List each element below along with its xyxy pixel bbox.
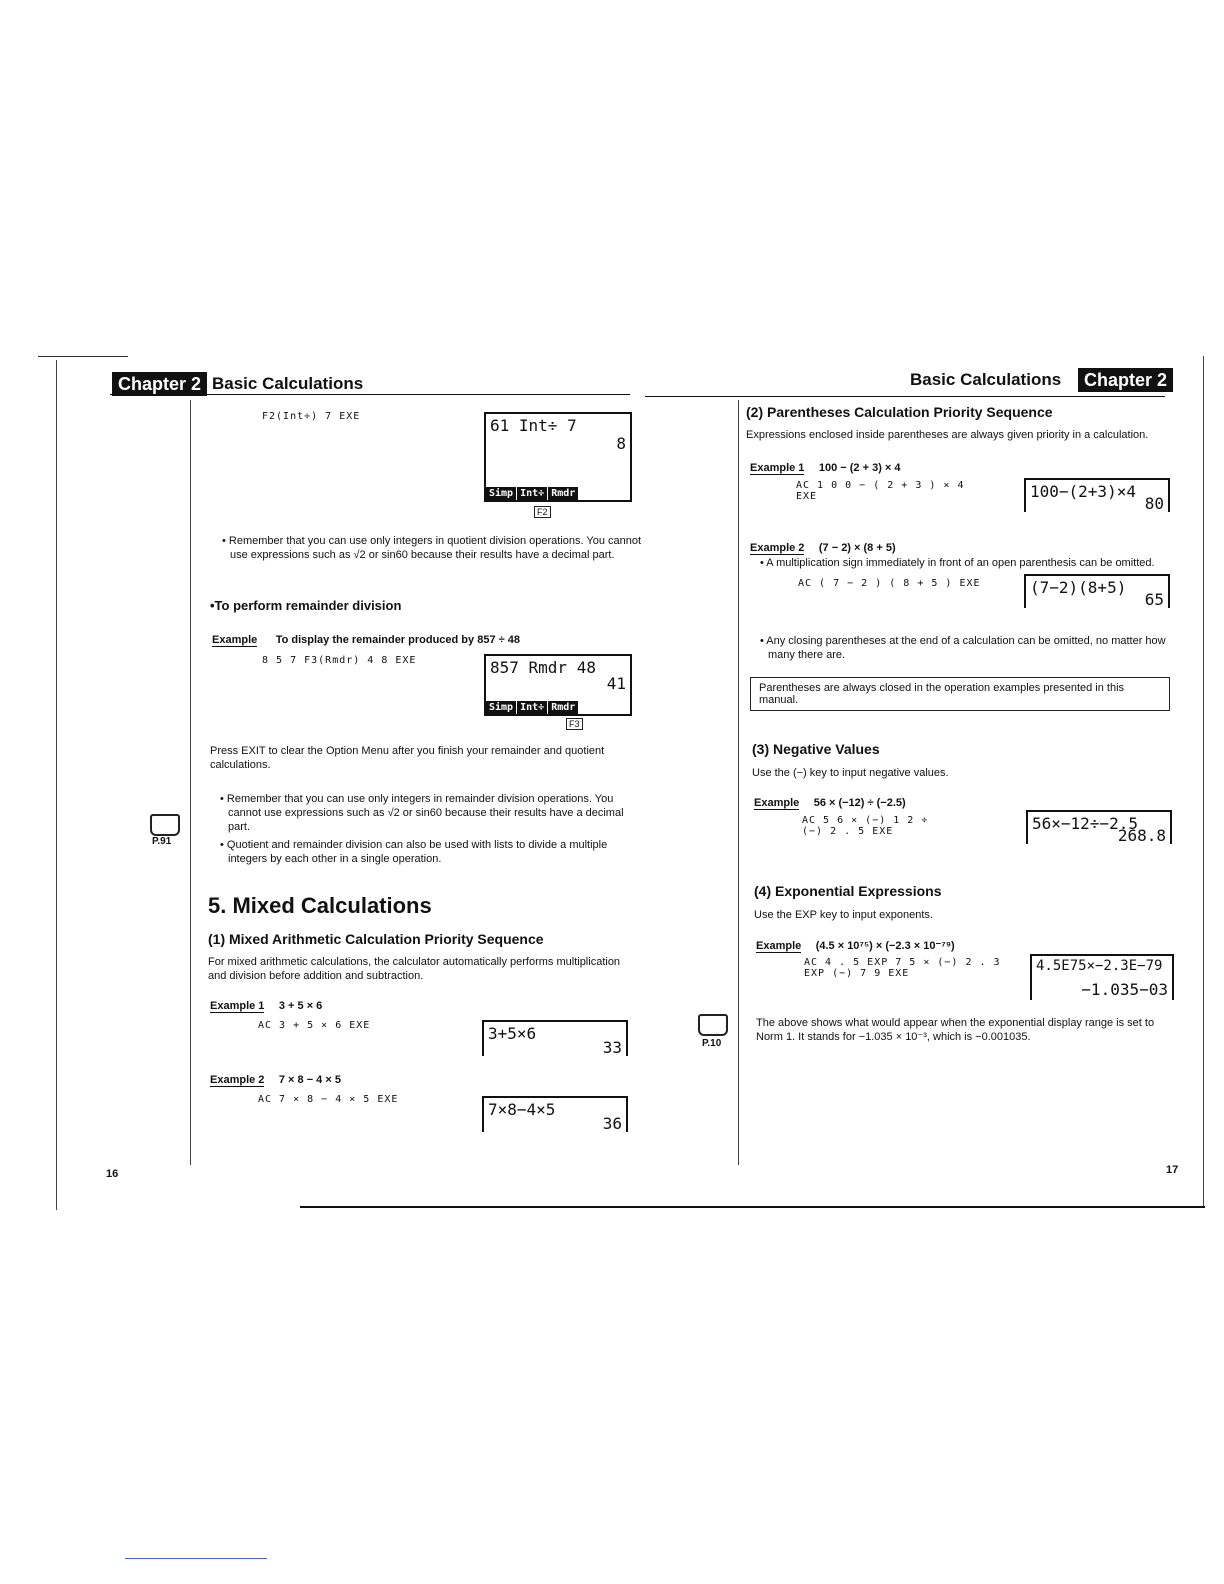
r-ex1-expr: 100 − (2 + 3) × 4	[818, 462, 901, 474]
option-menu	[486, 487, 579, 500]
calc-screen-remainder	[484, 654, 632, 716]
sub4-title: (4) Exponential Expressions	[754, 883, 942, 899]
header-title-left: Basic Calculations	[212, 374, 364, 393]
sub1-title: (1) Mixed Arithmetic Calculation Priority Sequence	[208, 931, 544, 947]
r-ex3-row	[754, 793, 906, 811]
ex2-expr: 7 × 8 − 4 × 5	[278, 1074, 341, 1086]
book-icon	[698, 1014, 728, 1036]
right-edge-line	[1203, 356, 1204, 1206]
menu-int: Int÷	[517, 701, 547, 714]
remainder-example	[212, 630, 520, 648]
menu-int: Int÷	[517, 487, 547, 500]
bullet-quotient-integers: • Remember that you can use only integers in quotient division operations. You cannot use expressions such as √2 or sin60 because their results have a decimal part.	[222, 535, 642, 561]
menu-rmdr: Rmdr	[548, 487, 578, 500]
sub3-text: Use the (−) key to input negative values.	[752, 767, 949, 779]
r-ex2-row	[750, 538, 896, 556]
bullet-lists: • Quotient and remainder division can also be used with lists to divide a multiple integers by each other in a single operation.	[220, 839, 608, 865]
ex2-label: Example 2	[210, 1074, 265, 1086]
sub4-text: Use the EXP key to input exponents.	[754, 909, 933, 921]
r-ex2-expr: (7 − 2) × (8 + 5)	[818, 542, 896, 554]
ex1-expr: 3 + 5 × 6	[278, 1000, 323, 1012]
fkey-f3: F3	[566, 718, 583, 730]
screen-line-2: 8	[616, 434, 626, 453]
header-rule-right	[645, 396, 1165, 397]
r-ex1-label: Example 1	[750, 462, 805, 474]
menu-rmdr: Rmdr	[548, 701, 578, 714]
r-ex2-bullet: • A multiplication sign immediately in front of an open parenthesis can be omitted.	[760, 557, 1155, 569]
sub3-title: (3) Negative Values	[752, 741, 880, 757]
parentheses-note-box: Parentheses are always closed in the operation examples presented in this manual.	[750, 677, 1170, 711]
menu-simp: Simp	[486, 701, 516, 714]
remainder-keys: 8 5 7 F3(Rmdr) 4 8 EXE	[262, 655, 417, 666]
screen-line-1: 56×−12÷−2.5	[1032, 814, 1138, 833]
binding-line-left	[56, 360, 57, 1210]
book-icon	[150, 814, 180, 836]
r-ex4-row	[756, 936, 955, 954]
screen-line-2: 41	[606, 674, 626, 693]
r-ex4-expr: (4.5 × 10⁷⁵) × (−2.3 × 10⁻⁷⁹)	[815, 940, 955, 952]
chapter-tab-right: Chapter 2	[1078, 368, 1173, 392]
screen-line-2: 36	[602, 1114, 622, 1133]
example-label: Example	[212, 634, 258, 646]
screen-line-1: 100−(2+3)×4	[1030, 482, 1136, 501]
calc-screen-ex1	[482, 1020, 628, 1056]
calc-screen-r-ex4	[1030, 954, 1174, 1000]
r-ex2-label: Example 2	[750, 542, 805, 554]
margin-ref-p10: P.10	[702, 1038, 722, 1049]
footer-link-line	[125, 1558, 267, 1559]
section-title: 5. Mixed Calculations	[208, 893, 432, 918]
calc-screen-ex2	[482, 1096, 628, 1132]
column-line-left	[190, 400, 191, 1165]
press-exit-note: Press EXIT to clear the Option Menu after you finish your remainder and quotient calculations.	[210, 745, 605, 771]
ex1-label: Example 1	[210, 1000, 265, 1012]
r-ex4-label: Example	[756, 940, 802, 952]
exp-range-note: The above shows what would appear when the exponential display range is set to Norm 1. It stands for −1.035 × 10⁻³, which is −0.001035.	[756, 1017, 1155, 1043]
screen-line-2: 268.8	[1117, 826, 1166, 845]
screen-line-2: −1.035−03	[1081, 980, 1168, 999]
remainder-heading: •To perform remainder division	[210, 598, 402, 613]
screen-line-1: 857 Rmdr 48	[490, 658, 596, 677]
ex1-keys: AC 3 + 5 × 6 EXE	[258, 1020, 371, 1031]
column-line-right	[738, 400, 739, 1165]
calc-screen-quotient	[484, 412, 632, 502]
option-menu	[486, 701, 579, 714]
calc-screen-r-ex3	[1026, 810, 1172, 844]
fkey-f2: F2	[534, 506, 551, 518]
bottom-rule	[300, 1206, 1205, 1208]
screen-line-1: 3+5×6	[488, 1024, 537, 1043]
bullet-remainder-integers: • Remember that you can use only integers in remainder division operations. You cannot use expressions such as √2 or sin60 because their results have a decimal part.	[220, 793, 624, 833]
page-number-left: 16	[106, 1168, 119, 1180]
r-ex3-expr: 56 × (−12) ÷ (−2.5)	[813, 797, 906, 809]
screen-line-2: 33	[602, 1038, 622, 1057]
screen-line-1: 61 Int÷ 7	[490, 416, 577, 435]
r-ex1-keys: AC 1 0 0 − ( 2 + 3 ) × 4 EXE	[796, 480, 965, 502]
r-ex2-keys: AC ( 7 − 2 ) ( 8 + 5 ) EXE	[798, 578, 981, 589]
screen-line-2: 80	[1144, 494, 1164, 513]
r-ex3-keys: AC 5 6 × (−) 1 2 ÷ (−) 2 . 5 EXE	[802, 815, 929, 837]
ex1-row	[210, 996, 322, 1014]
calc-screen-r-ex2	[1024, 574, 1170, 608]
screen-line-1: 4.5E75×−2.3E−79	[1036, 958, 1163, 974]
screen-line-2: 65	[1144, 590, 1164, 609]
calc-screen-r-ex1	[1024, 478, 1170, 512]
top-keys: F2(Int÷) 7 EXE	[262, 411, 361, 422]
r-ex1-row	[750, 458, 901, 476]
chapter-tab-left: Chapter 2	[112, 372, 207, 396]
ex2-keys: AC 7 × 8 − 4 × 5 EXE	[258, 1094, 399, 1105]
r-ex3-label: Example	[754, 797, 800, 809]
top-rule-left	[38, 356, 128, 357]
r-ex4-keys: AC 4 . 5 EXP 7 5 × (−) 2 . 3 EXP (−) 7 9 EXE	[804, 957, 1001, 979]
margin-ref-p91: P.91	[152, 836, 172, 847]
sub2-text: Expressions enclosed inside parentheses are always given priority in a calculation.	[746, 429, 1149, 441]
header-title-right: Basic Calculations	[910, 370, 1062, 389]
page-number-right: 17	[1166, 1164, 1179, 1176]
sub1-text: For mixed arithmetic calculations, the calculator automatically performs multiplication and division before addition and subtraction.	[208, 956, 621, 982]
example-desc: To display the remainder produced by 857 ÷ 48	[275, 634, 520, 646]
ex2-row	[210, 1070, 341, 1088]
closing-paren-bullet: • Any closing parentheses at the end of a calculation can be omitted, no matter how many there are.	[760, 635, 1166, 661]
screen-line-1: 7×8−4×5	[488, 1100, 556, 1119]
screen-line-1: (7−2)(8+5)	[1030, 578, 1127, 597]
menu-simp: Simp	[486, 487, 516, 500]
sub2-title: (2) Parentheses Calculation Priority Sequence	[746, 404, 1053, 420]
